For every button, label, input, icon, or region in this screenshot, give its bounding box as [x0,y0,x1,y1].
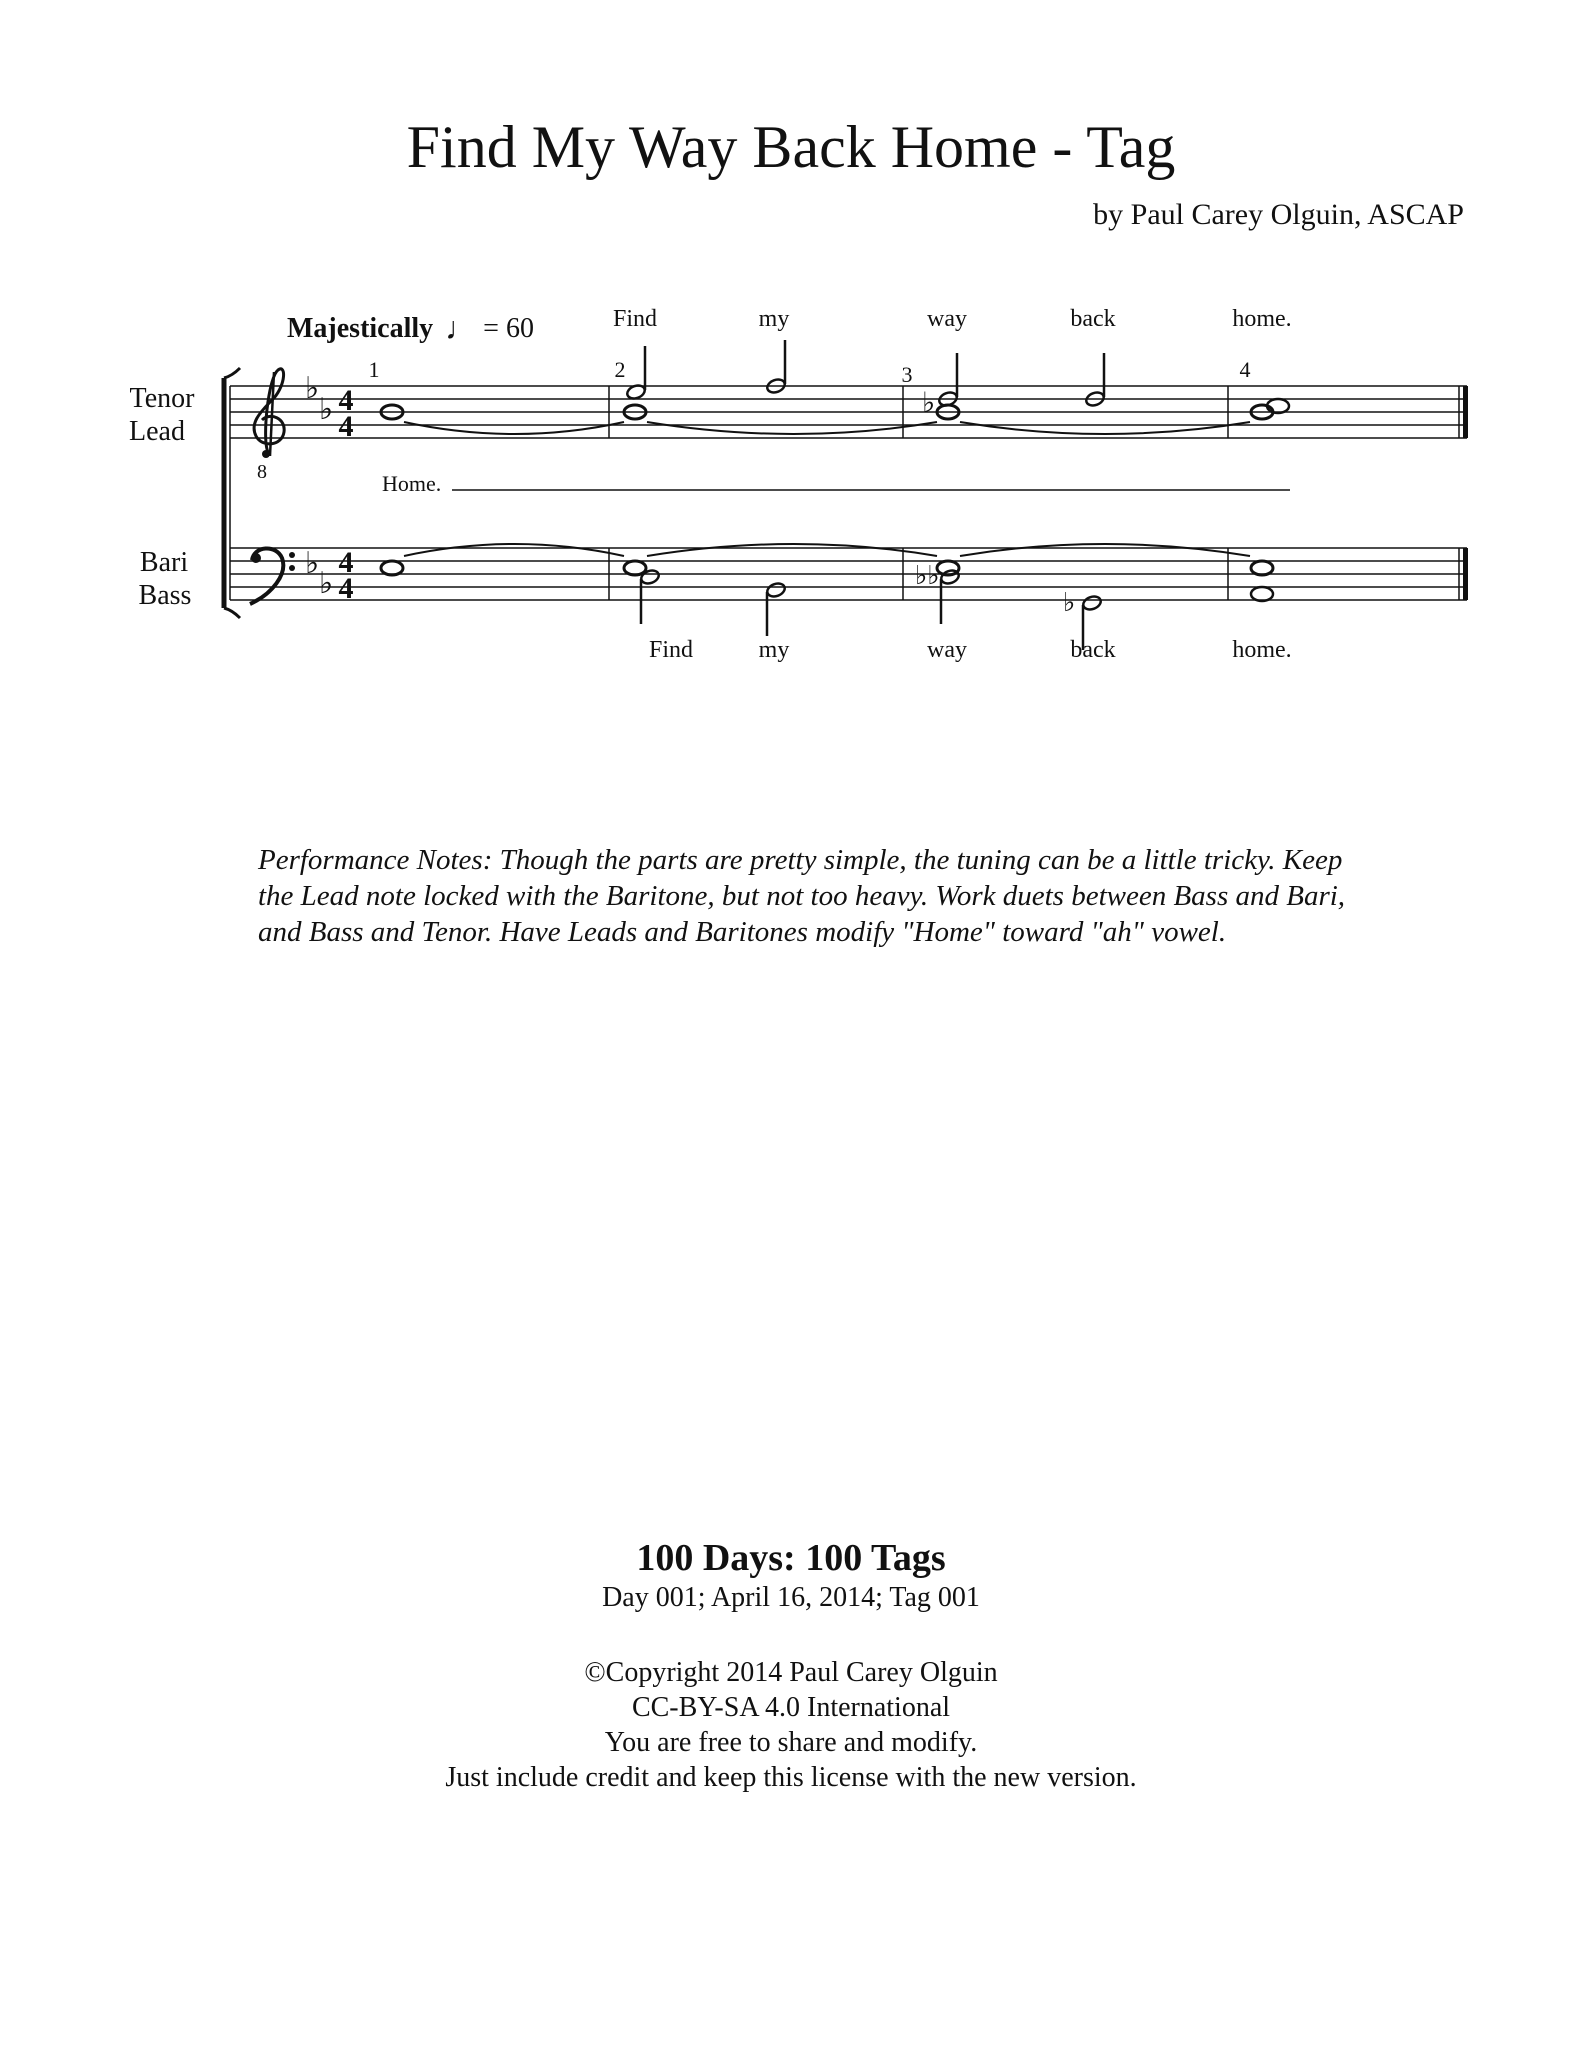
flat-icon: ♭ [319,567,334,600]
flat-icon: ♭ [1063,588,1076,617]
copyright-line: ©Copyright 2014 Paul Carey Olguin [584,1657,998,1688]
treble-clef-icon [254,369,284,458]
tempo-text: Majestically [287,312,434,344]
license-line: Just include credit and keep this license with the new version. [445,1762,1137,1793]
tempo-value: = 60 [483,312,534,344]
bass-lyric: Find [648,637,694,663]
flat-icon: ♭ [305,372,320,405]
tenor-lyric: home. [1232,306,1292,332]
flat-icon: ♭ [305,547,320,580]
performance-notes: Performance Notes: Though the parts are pretty simple, the tuning can be a little tricky. Keep the Lead note locked with the Baritone, but not too heavy. Work duets between Bass and Bari, and Bass and Tenor. Have Leads and Baritones modify "Home" toward "ah" vowel. [258,844,1346,948]
copyright-block [0,1655,1582,1795]
system-bracket [224,368,240,618]
tenor-lyric: my [758,306,790,332]
key-signature-upper [305,372,333,426]
bass-label: Bass [138,580,192,611]
time-signature-top: 4 [338,546,354,579]
series-title: 100 Days: 100 Tags [636,1537,946,1579]
octave-mark: 8 [257,461,267,483]
music-score [0,0,1582,700]
tenor-lyric: way [927,306,967,332]
bass-lyric: my [758,637,790,663]
license-line: CC-BY-SA 4.0 International [631,1692,951,1723]
bass-lyric: back [1070,637,1116,663]
flat-icon: ♭ [319,393,334,426]
final-barline [1463,386,1468,600]
measure-number: 1 [368,357,380,382]
tenor-notes [625,340,1289,413]
bass-lyric: home. [1232,637,1292,663]
series-subtitle: Day 001; April 16, 2014; Tag 001 [602,1582,980,1613]
bari-label: Bari [139,547,189,578]
barlines [609,386,1459,600]
measure-number: 2 [614,357,626,382]
flat-icon: ♭ [922,388,936,419]
composer-credit: by Paul Carey Olguin, ASCAP [1093,198,1464,231]
time-signature-bottom: 4 [338,410,354,443]
measure-number: 4 [1239,357,1251,382]
tenor-lyric: back [1070,306,1116,332]
bass-lyric: way [927,637,967,663]
page-title: Find My Way Back Home - Tag [406,114,1176,180]
quarter-note-icon: ♩ [445,310,478,346]
bass-clef-icon [250,548,295,604]
lead-label: Lead [129,416,185,447]
lower-staff [230,548,1467,600]
tenor-label: Tenor [129,383,195,414]
bari-notes [381,561,1273,575]
license-line: You are free to share and modify. [604,1727,978,1758]
time-signature-bottom: 4 [338,572,354,605]
measure-number: 3 [901,362,913,387]
time-signature-top: 4 [338,384,354,417]
flat-icon: ♭♭ [915,561,940,590]
bari-ties [404,544,1250,556]
tenor-lyric: Find [612,306,658,332]
lead-lyric: Home. [382,471,442,496]
key-signature-lower [305,547,333,600]
lead-ties [404,422,1250,434]
footer [0,1535,1582,1795]
